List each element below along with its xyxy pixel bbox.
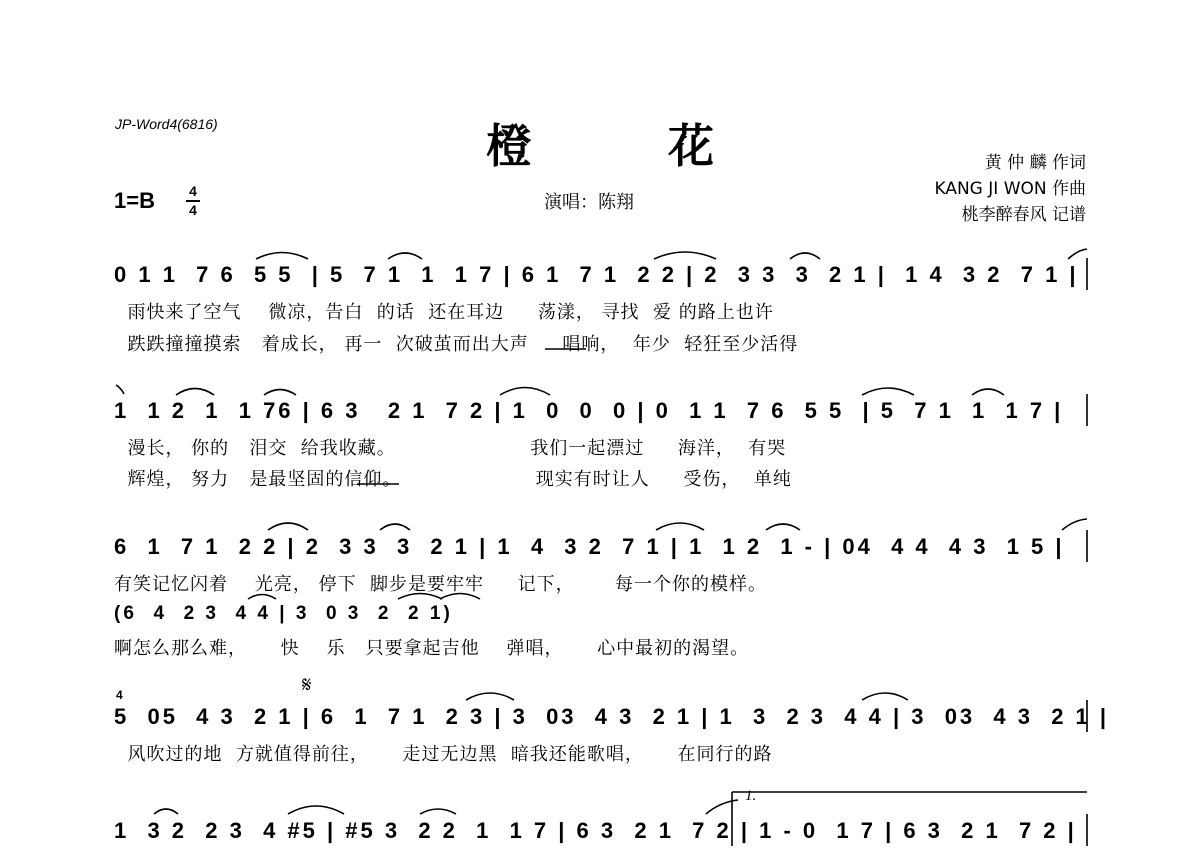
page-title: 橙 花 (485, 119, 774, 173)
notation-line-6: 1 3 2 2 3 4 #5 | #5 3 2 2 1 1 7 | 6 3 2 1 7 2 | 1 - 0 1 7 | 6 3 2 1 7 2 | (114, 818, 1077, 843)
lyric-line-4a: 啊怎么那么难， 快 乐 只要拿起吉他 弹唱， 心中最初的渴望。 (114, 638, 750, 659)
segno-mark: 𝄋 (302, 673, 312, 698)
lyric-line-5a: 风吹过的地 方就值得前往， 走过无边黑 暗我还能歌唱， 在同行的路 (114, 744, 773, 765)
grace-note: 4 (116, 688, 123, 702)
lyric-line-1a: 雨快来了空气 微凉，告白 的话 还在耳边 荡漾， 寻找 爱 的路上也许 (114, 302, 774, 323)
notation-line-4: (6 4 2 3 4 4 | 3 0 3 2 2 1) (114, 603, 453, 624)
lyric-line-1b: 跌跌撞撞摸索 着成长， 再一 次破茧而出大声 唱响， 年少 轻狂至少活得 (114, 334, 799, 355)
singer-credit: 演唱：陈翔 (544, 192, 634, 213)
software-label: JP-Word4(6816) (115, 116, 218, 132)
notation-line-5: 5 05 4 3 2 1 | 6 1 7 1 2 3 | 3 03 4 3 2 1 | 1 3 2 3 4 4 | 3 03 4 3 2 1 | (114, 704, 1110, 729)
notation-line-2: 1 1 2 1 1 76 | 6 3 2 1 7 2 | 1 0 0 0 | 0 1 1 7 6 5 5 | 5 7 1 1 1 7 | (114, 398, 1064, 423)
composer-credit: KANG JI WON 作曲 (934, 179, 1086, 199)
transcriber-credit: 桃李醉春风 记谱 (961, 205, 1086, 225)
notation-line-3: 6 1 7 1 2 2 | 2 3 3 3 2 1 | 1 4 3 2 7 1 | 1 1 2 1 - | 04 4 4 4 3 1 5 | (114, 534, 1065, 559)
meter-bottom: 4 (189, 202, 197, 218)
notation-line-1: 0 1 1 7 6 5 5 | 5 7 1 1 1 7 | 6 1 7 1 2 2 | 2 3 3 3 2 1 | 1 4 3 2 7 1 | (114, 262, 1079, 287)
lyric-line-2b: 辉煌， 努力 是最坚固的信仰。 现实有时让人 受伤， 单纯 (114, 469, 792, 490)
lyric-line-2a: 漫长， 你的 泪交 给我收藏。 我们一起漂过 海洋， 有哭 (114, 438, 787, 459)
key-signature: 1=B (114, 188, 155, 213)
lyric-line-3a: 有笑记忆闪着 光亮， 停下 脚步是要牢牢 记下， 每一个你的模样。 (114, 574, 767, 595)
lyricist-credit: 黄 仲 麟 作词 (984, 153, 1086, 173)
volta-label: 1. (745, 788, 757, 804)
meter-top: 4 (189, 183, 197, 199)
